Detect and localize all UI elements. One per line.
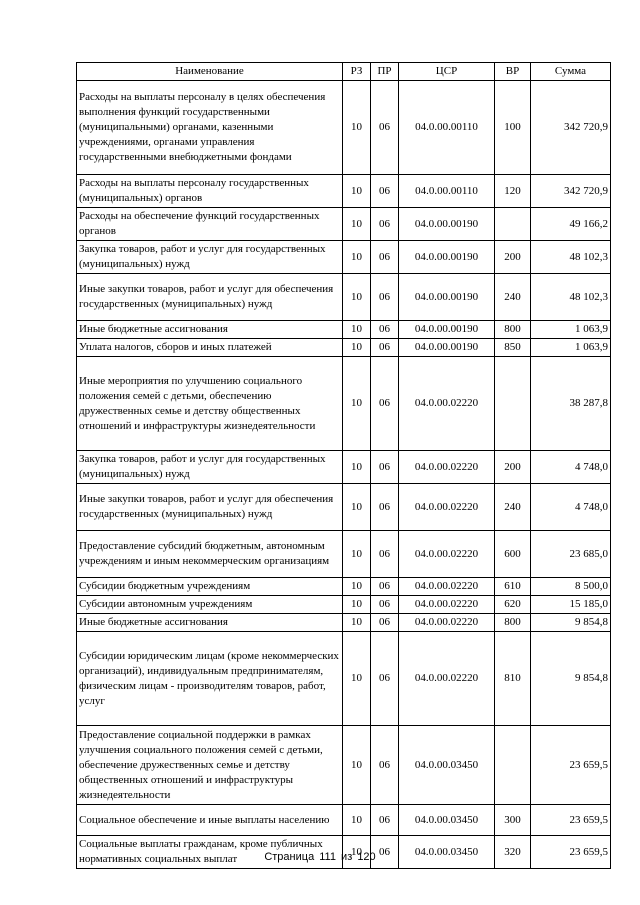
cell-sum: 1 063,9 <box>531 321 611 339</box>
cell-rz: 10 <box>343 836 371 869</box>
cell-sum: 48 102,3 <box>531 241 611 274</box>
page-footer <box>0 851 640 863</box>
cell-csr: 04.0.00.00190 <box>399 274 495 321</box>
header-csr: ЦСР <box>399 63 495 81</box>
cell-name: Социальные выплаты гражданам, кроме публичных нормативных социальных выплат <box>77 836 343 869</box>
cell-rz: 10 <box>343 321 371 339</box>
cell-pr: 06 <box>371 614 399 632</box>
cell-sum: 15 185,0 <box>531 596 611 614</box>
table-header-row <box>77 63 611 81</box>
cell-pr: 06 <box>371 578 399 596</box>
cell-vr: 200 <box>495 241 531 274</box>
cell-csr: 04.0.00.02220 <box>399 596 495 614</box>
cell-pr: 06 <box>371 632 399 726</box>
cell-sum: 342 720,9 <box>531 81 611 175</box>
cell-rz: 10 <box>343 531 371 578</box>
cell-sum: 9 854,8 <box>531 614 611 632</box>
table-row <box>77 632 611 726</box>
cell-csr: 04.0.00.02220 <box>399 632 495 726</box>
cell-rz: 10 <box>343 578 371 596</box>
cell-vr: 100 <box>495 81 531 175</box>
cell-csr: 04.0.00.02220 <box>399 357 495 451</box>
cell-csr: 04.0.00.00190 <box>399 321 495 339</box>
cell-pr: 06 <box>371 836 399 869</box>
cell-csr: 04.0.00.00190 <box>399 208 495 241</box>
cell-pr: 06 <box>371 357 399 451</box>
footer-label: Страница <box>264 851 315 863</box>
cell-vr: 800 <box>495 321 531 339</box>
cell-name: Предоставление социальной поддержки в рамках улучшения социального положения семей с детьми, обеспечение дружественных семье и детству общественных отношений и инфраструктуры жизнедеятельности <box>77 726 343 805</box>
cell-sum: 9 854,8 <box>531 632 611 726</box>
table-row <box>77 726 611 805</box>
cell-sum: 4 748,0 <box>531 451 611 484</box>
table-row <box>77 805 611 836</box>
cell-rz: 10 <box>343 274 371 321</box>
header-sum: Сумма <box>531 63 611 81</box>
cell-sum: 23 659,5 <box>531 805 611 836</box>
cell-vr: 800 <box>495 614 531 632</box>
cell-pr: 06 <box>371 81 399 175</box>
cell-vr: 810 <box>495 632 531 726</box>
footer-page-number: 111 <box>319 851 336 863</box>
cell-name: Расходы на выплаты персоналу государственных (муниципальных) органов <box>77 175 343 208</box>
cell-vr: 620 <box>495 596 531 614</box>
table-row <box>77 531 611 578</box>
cell-csr: 04.0.00.00110 <box>399 175 495 208</box>
cell-pr: 06 <box>371 531 399 578</box>
cell-vr: 320 <box>495 836 531 869</box>
table-row <box>77 614 611 632</box>
cell-sum: 4 748,0 <box>531 484 611 531</box>
cell-rz: 10 <box>343 241 371 274</box>
table-row <box>77 274 611 321</box>
cell-name: Расходы на выплаты персоналу в целях обеспечения выполнения функций государственными (муниципальными) органами, казенными учреждениями, органами управления государственными внебюджетными фондами <box>77 81 343 175</box>
table-row <box>77 175 611 208</box>
cell-sum: 342 720,9 <box>531 175 611 208</box>
cell-pr: 06 <box>371 805 399 836</box>
table-row <box>77 596 611 614</box>
table-row <box>77 451 611 484</box>
cell-csr: 04.0.00.02220 <box>399 578 495 596</box>
cell-pr: 06 <box>371 451 399 484</box>
table-row <box>77 484 611 531</box>
cell-vr: 300 <box>495 805 531 836</box>
cell-sum: 38 287,8 <box>531 357 611 451</box>
cell-vr <box>495 208 531 241</box>
table-row <box>77 241 611 274</box>
cell-csr: 04.0.00.02220 <box>399 614 495 632</box>
cell-vr <box>495 357 531 451</box>
cell-name: Субсидии бюджетным учреждениям <box>77 578 343 596</box>
cell-rz: 10 <box>343 726 371 805</box>
cell-rz: 10 <box>343 339 371 357</box>
cell-pr: 06 <box>371 726 399 805</box>
cell-rz: 10 <box>343 175 371 208</box>
cell-rz: 10 <box>343 632 371 726</box>
header-name: Наименование <box>77 63 343 81</box>
cell-sum: 8 500,0 <box>531 578 611 596</box>
table-row <box>77 321 611 339</box>
cell-csr: 04.0.00.03450 <box>399 805 495 836</box>
cell-vr <box>495 726 531 805</box>
cell-name: Социальное обеспечение и иные выплаты населению <box>77 805 343 836</box>
budget-table <box>76 62 611 869</box>
header-rz: РЗ <box>343 63 371 81</box>
cell-name: Иные бюджетные ассигнования <box>77 321 343 339</box>
cell-name: Иные бюджетные ассигнования <box>77 614 343 632</box>
cell-rz: 10 <box>343 614 371 632</box>
cell-rz: 10 <box>343 451 371 484</box>
cell-name: Субсидии юридическим лицам (кроме некоммерческих организаций), индивидуальным предпринимателям, физическим лицам - производителям товаров, работ, услуг <box>77 632 343 726</box>
cell-sum: 1 063,9 <box>531 339 611 357</box>
cell-csr: 04.0.00.02220 <box>399 451 495 484</box>
cell-name: Предоставление субсидий бюджетным, автономным учреждениям и иным некоммерческим организациям <box>77 531 343 578</box>
cell-sum: 48 102,3 <box>531 274 611 321</box>
cell-name: Расходы на обеспечение функций государственных органов <box>77 208 343 241</box>
cell-csr: 04.0.00.00110 <box>399 81 495 175</box>
cell-name: Иные закупки товаров, работ и услуг для обеспечения государственных (муниципальных) нужд <box>77 484 343 531</box>
cell-name: Закупка товаров, работ и услуг для государственных (муниципальных) нужд <box>77 451 343 484</box>
cell-pr: 06 <box>371 208 399 241</box>
cell-pr: 06 <box>371 321 399 339</box>
header-vr: ВР <box>495 63 531 81</box>
cell-vr: 120 <box>495 175 531 208</box>
cell-pr: 06 <box>371 484 399 531</box>
cell-name: Уплата налогов, сборов и иных платежей <box>77 339 343 357</box>
cell-pr: 06 <box>371 274 399 321</box>
cell-rz: 10 <box>343 805 371 836</box>
cell-pr: 06 <box>371 339 399 357</box>
footer-total-pages: 120 <box>357 851 376 863</box>
cell-sum: 23 659,5 <box>531 836 611 869</box>
cell-name: Закупка товаров, работ и услуг для государственных (муниципальных) нужд <box>77 241 343 274</box>
cell-rz: 10 <box>343 357 371 451</box>
cell-csr: 04.0.00.02220 <box>399 484 495 531</box>
cell-csr: 04.0.00.02220 <box>399 531 495 578</box>
footer-of: из <box>341 851 353 863</box>
cell-vr: 610 <box>495 578 531 596</box>
cell-sum: 23 659,5 <box>531 726 611 805</box>
cell-csr: 04.0.00.00190 <box>399 241 495 274</box>
table-row <box>77 339 611 357</box>
cell-rz: 10 <box>343 208 371 241</box>
cell-vr: 240 <box>495 484 531 531</box>
table-row <box>77 357 611 451</box>
cell-name: Субсидии автономным учреждениям <box>77 596 343 614</box>
table-row <box>77 578 611 596</box>
cell-rz: 10 <box>343 81 371 175</box>
cell-pr: 06 <box>371 175 399 208</box>
header-pr: ПР <box>371 63 399 81</box>
cell-rz: 10 <box>343 484 371 531</box>
cell-csr: 04.0.00.00190 <box>399 339 495 357</box>
cell-pr: 06 <box>371 241 399 274</box>
cell-sum: 49 166,2 <box>531 208 611 241</box>
cell-csr: 04.0.00.03450 <box>399 836 495 869</box>
cell-name: Иные закупки товаров, работ и услуг для обеспечения государственных (муниципальных) нужд <box>77 274 343 321</box>
table-row <box>77 208 611 241</box>
cell-rz: 10 <box>343 596 371 614</box>
cell-pr: 06 <box>371 596 399 614</box>
cell-sum: 23 685,0 <box>531 531 611 578</box>
cell-vr: 200 <box>495 451 531 484</box>
cell-name: Иные мероприятия по улучшению социального положения семей с детьми, обеспечению дружественных семье и детству общественных отношений и инфраструктуры жизнедеятельности <box>77 357 343 451</box>
cell-csr: 04.0.00.03450 <box>399 726 495 805</box>
cell-vr: 240 <box>495 274 531 321</box>
cell-vr: 850 <box>495 339 531 357</box>
cell-vr: 600 <box>495 531 531 578</box>
table-row <box>77 81 611 175</box>
